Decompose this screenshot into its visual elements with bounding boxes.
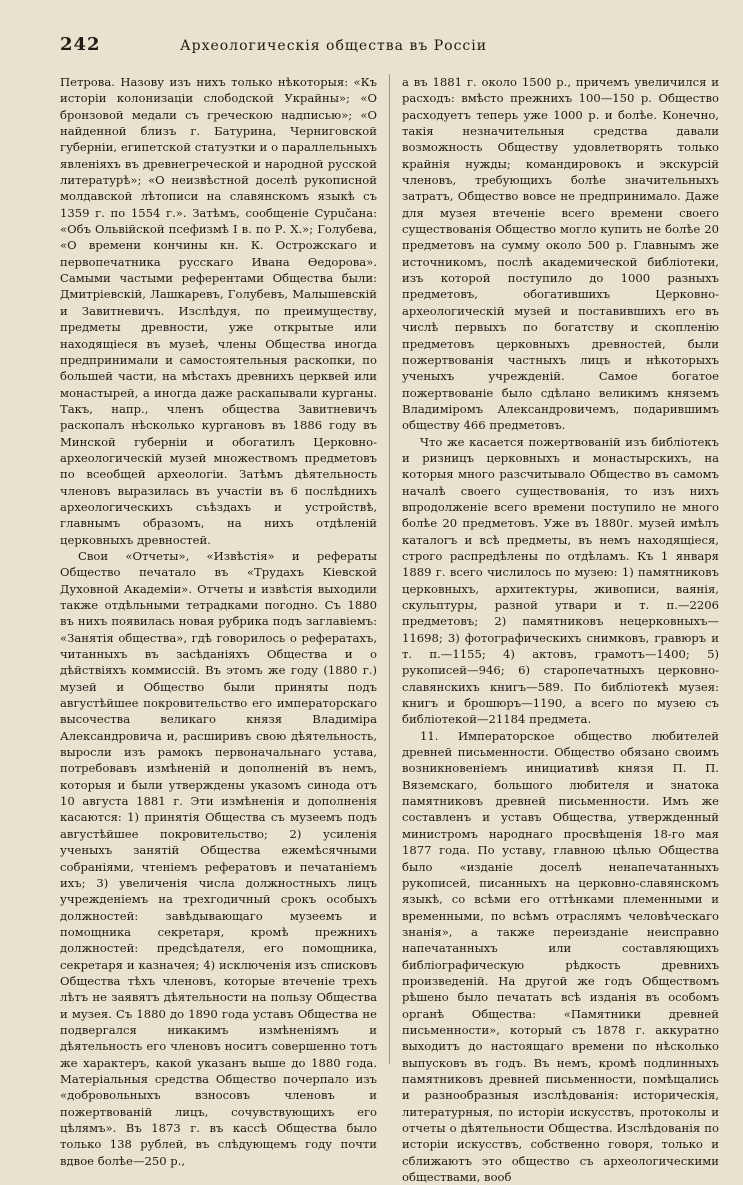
page-header — [60, 34, 719, 68]
page-number: 242 — [60, 34, 101, 55]
paragraph: Свои «Отчеты», «Извѣстія» и рефераты Общество печатало въ «Трудахъ Кіевской Духовной Академіи». Отчеты и извѣстія выходили также отдѣльными тетрадками погодно. Съ 1880 въ нихъ появилась новая рубрика подъ заглавіемъ: «Занятія общества», гдѣ говорилось о рефератахъ, читанныхъ въ засѣданіяхъ Общества и о дѣйствіяхъ коммиссій. Въ этомъ же году (1880 г.) музей и Общество были приняты подъ августѣйшее покровительство его императорскаго высочества великаго князя Владиміра Александровича и, расширивъ свою дѣятельность, выросли изъ рамокъ первоначальнаго устава, потребовавъ измѣненій и дополненій въ немъ, которыя и были утверждены указомъ синода отъ 10 августа 1881 г. Эти измѣненія и дополненія касаются: 1) принятія Общества съ музеемъ подъ августѣйшее покровительство; 2) усиленія ученыхъ занятій Общества ежемѣсячными собраніями, чтеніемъ рефератовъ и печатаніемъ ихъ; 3) увеличенія числа должностныхъ лицъ учрежденіемъ на трехгодичный срокъ особыхъ должностей: завѣдывающаго музеемъ и помощника секретаря, кромѣ прежнихъ должностей: предсѣдателя, его помощника, секретаря и казначея; 4) исключенія изъ списковъ Общества тѣхъ членовъ, которые втеченіе трехъ лѣтъ не заявятъ дѣятельности на пользу Общества и музея. Съ 1880 до 1890 года уставъ Общества не подвергался никакимъ измѣненіямъ и дѣятельность его членовъ носитъ совершенно тотъ же характеръ, какой указанъ выше до 1880 года. Матеріальныя средства Общество почерпало изъ «добровольныхъ взносовъ членовъ и пожертвованій лицъ, сочувствующихъ его цѣлямъ». Въ 1873 г. въ кассѣ Общества было только 138 рублей, въ слѣдующемъ году почти вдвое болѣе—250 р., — [60, 548, 378, 1168]
text-columns — [60, 74, 719, 1185]
paragraph: 11. Императорское общество любителей древней письменности. Общество обязано своимъ возникновеніемъ инициативѣ князя П. П. Вяземскаго, большого любителя и знатока памятниковъ древней письменности. Имъ же составленъ и уставъ Общества, утвержденный министромъ народнаго просвѣщенія 18-го мая 1877 года. По уставу, главною цѣлью Общества было «изданіе доселѣ ненапечатанныхъ рукописей, писанныхъ на церковно-славянскомъ языкѣ, со всѣми его оттѣнками племенными и временными, по всѣмъ отраслямъ человѣческаго знанія», а также переизданіе неисправно напечатанныхъ или составляющихъ библіографическую рѣдкость древнихъ произведеній. На другой же годъ Обществомъ рѣшено было печатать всѣ изданія въ особомъ органѣ Общества: «Памятники древней письменности», который съ 1878 г. аккуратно выходитъ до настоящаго времени по нѣсколько выпусковъ въ годъ. Въ немъ, кромѣ подлинныхъ памятниковъ древней письменности, помѣщались и разнообразныя изслѣдованія: историческія, литературныя, по исторіи искусствъ, протоколы и отчеты о дѣятельности Общества. Изслѣдованія по исторіи искусствъ, собственно говоря, только и сближаютъ это общество съ археологическими обществами, вооб — [401, 728, 719, 1185]
running-title: Археологическія общества въ Россіи — [180, 38, 488, 54]
right-column — [401, 74, 719, 1185]
paragraph: Петрова. Назову изъ нихъ только нѣкоторыя: «Къ исторіи колонизаціи слободской Украйны»; «О бронзовой медали съ греческою надписью»; «О найденной близъ г. Батурина, Черниговской губерніи, египетской статуэтки и о параллельныхъ явленіяхъ въ древнегреческой и народной русской литературѣ»; «О неизвѣстной доселѣ рукописной молдавской лѣтописи на славянскомъ языкѣ съ 1359 г. по 1554 г.». Затѣмъ, сообщеніе Сурučана: «Объ Ольвійской псефизмѣ I в. по Р. Х.»; Голубева, «О времени кончины кн. К. Острожскаго и первопечатника русскаго Ивана Ѳедорова». Самыми частыми референтами Общества были: Дмитріевскій, Лашкаревъ, Голубевъ, Малышевскій и Завитневичъ. Изслѣдуя, по преимуществу, предметы древности, уже открытые или находящіеся въ музеѣ, члены Общества иногда предпринимали и самостоятельныя раскопки, по большей части, на мѣстахъ древнихъ церквей или монастырей, а иногда даже раскапывали курганы. Такъ, напр., членъ общества Завитневичъ раскопалъ нѣсколько кургановъ въ 1886 году въ Минской губерніи и обогатилъ Церковно-археологическій музей множествомъ предметовъ по всеобщей археологіи. Затѣмъ дѣятельность членовъ выразилась въ участіи въ 6 послѣднихъ археологическихъ съѣздахъ и устройствѣ, главнымъ образомъ, на нихъ отдѣленій церковныхъ древностей. — [60, 75, 378, 547]
paragraph: Что же касается пожертвованій изъ библіотекъ и ризницъ церковныхъ и монастырскихъ, на которыя много разсчитывало Общество въ самомъ началѣ своего существованія, то изъ нихъ впродолженіе всего времени поступило не много болѣе 20 предметовъ. Уже въ 1880г. музей имѣлъ каталогъ и всѣ предметы, въ немъ находящіеся, строго распредѣлены по отдѣламъ. Къ 1 января 1889 г. всего числилось по музею: 1) памятниковъ церковныхъ, архитектуры, живописи, ваянія, скульптуры, разной утвари и т. п.—2206 предметовъ; 2) памятниковъ нецерковныхъ—11698; 3) фотографическихъ снимковъ, гравюръ и т. п.—1155; 4) актовъ, грамотъ—1400; 5) рукописей—946; 6) старопечатныхъ церковно-славянскихъ книгъ—589. По библіотекѣ музея: книгъ и брошюръ—1190, а всего по музею съ библіотекой—21184 предмета. — [401, 434, 719, 727]
column-divider — [389, 74, 390, 1064]
paragraph: а въ 1881 г. около 1500 р., причемъ увеличился и расходъ: вмѣсто прежнихъ 100—150 р. Общество расходуетъ теперь уже 1000 р. и болѣе. Конечно, такія незначительныя средства давали возможность Обществу удовлетворять только крайнія нужды; командировокъ и экскурсій членовъ, требующихъ болѣе значительныхъ затратъ, Общество вовсе не предпринимало. Даже для музея втеченіе всего времени своего существованія Общество могло купить не болѣе 20 предметовъ на сумму около 500 р. Главнымъ же источникомъ, послѣ академической библіотеки, изъ которой поступило до 1000 разныхъ предметовъ, обогатившихъ Церковно-археологическій музей и поставившихъ его въ числѣ первыхъ по богатству и скопленію предметовъ церковныхъ древностей, были пожертвованія частныхъ лицъ и нѣкоторыхъ ученыхъ учрежденій. Самое богатое пожертвованіе было сдѣлано великимъ княземъ Владиміромъ Александровичемъ, подарившимъ обществу 466 предметовъ. — [401, 75, 719, 433]
left-column — [60, 74, 378, 1168]
